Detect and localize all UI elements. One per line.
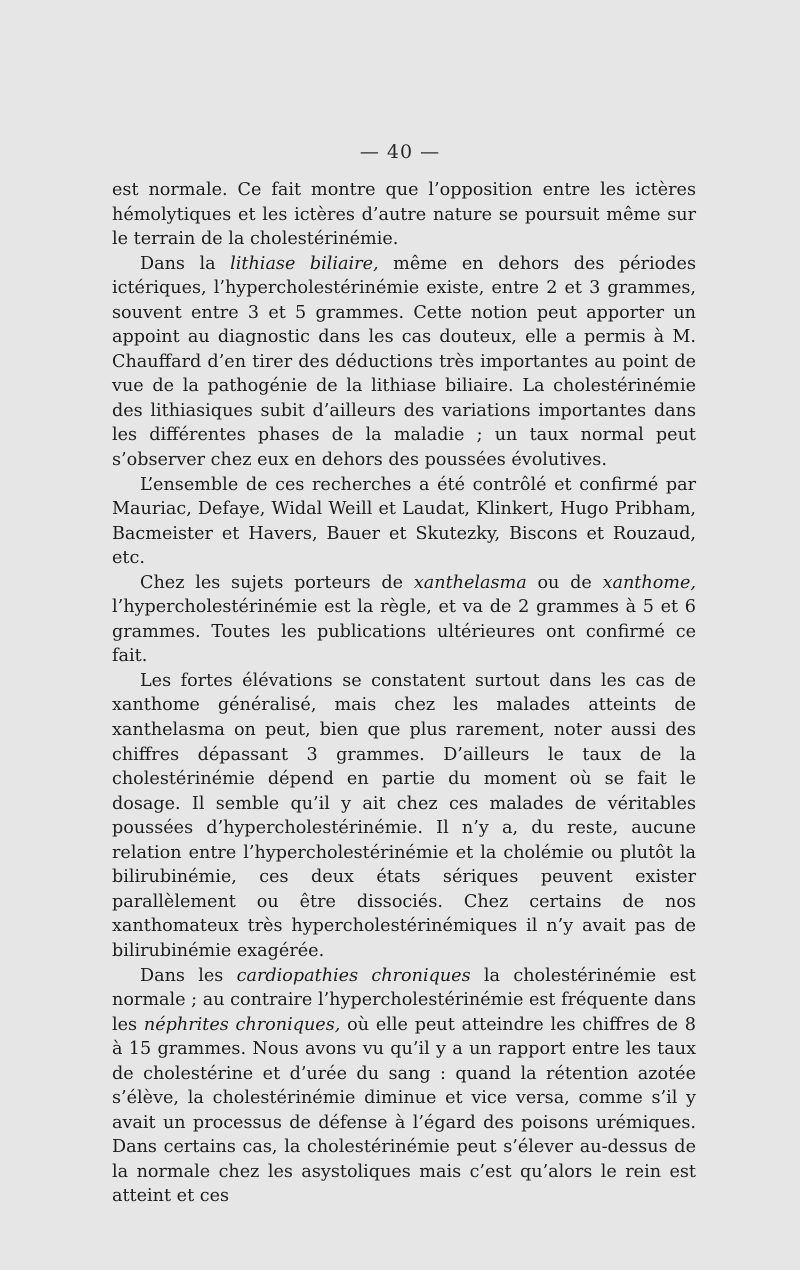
- italic-term: néphrites chroniques,: [143, 1014, 341, 1035]
- body-text: [112, 178, 696, 1209]
- page-number: — 40 —: [359, 141, 441, 163]
- paragraph: [112, 178, 696, 252]
- text-run: même en dehors des périodes ictériques, l’hypercholestérinémie existe, entre 2 et 3 grammes, souvent entre 3 et 5 grammes. Cette notion peut apporter un appoint au diagnostic dans les cas douteux, elle a permis à M. Chauffard d’en tirer des déductions très importantes au point de vue de la pathogénie de la lithiase biliaire. La cholestérinémie des lithiasiques subit d’ailleurs des variations importantes dans les différentes phases de la maladie ; un taux normal peut s’observer chez eux en dehors des poussées évolutives.: [112, 253, 696, 471]
- text-run: ou de: [526, 572, 603, 593]
- text-run: la cholestérinémie est normale ; au contraire l’hypercholestérinémie est fréquente dans les: [112, 965, 696, 1035]
- text-run: L’ensemble de ces recherches a été contrôlé et confirmé par Mauriac, Defaye, Widal Weill et Laudat, Klinkert, Hugo Pribham, Bacmeister et Havers, Bauer et Skutezky, Biscons et Rouzaud, etc.: [112, 474, 696, 569]
- text-run: où elle peut atteindre les chiffres de 8 à 15 grammes. Nous avons vu qu’il y a un rapport entre les taux de cholestérine et d’urée du sang : quand la rétention azotée s’élève, la cholestérinémie diminue et vice versa, comme s’il y avait un processus de défense à l’égard des poisons urémiques. Dans certains cas, la cholestérinémie peut s’élever au-dessus de la normale chez les asystoliques mais c’est qu’alors le rein est atteint et ces: [112, 1014, 697, 1207]
- text-run: Dans les: [140, 965, 237, 986]
- text-run: Dans la: [140, 253, 231, 274]
- text-run: Chez les sujets porteurs de: [140, 572, 414, 593]
- paragraph: [112, 571, 696, 669]
- text-run: l’hypercholestérinémie est la règle, et va de 2 grammes à 5 et 6 grammes. Toutes les publications ultérieures ont confirmé ce fait.: [112, 597, 696, 667]
- italic-term: xanthome,: [602, 572, 696, 593]
- paragraph: [112, 964, 696, 1209]
- paragraph: [112, 669, 696, 964]
- italic-term: cardiopathies chroniques: [236, 965, 471, 986]
- text-run: est normale. Ce fait montre que l’opposition entre les ictères hémolytiques et les ictères d’autre nature se poursuit même sur le terrain de la cholestérinémie.: [112, 180, 696, 250]
- italic-term: xanthelasma: [413, 572, 527, 593]
- paragraph: [112, 473, 696, 571]
- text-run: Les fortes élévations se constatent surtout dans les cas de xanthome généralisé, mais chez les malades atteints de xanthelasma on peut, bien que plus rarement, noter aussi des chiffres dépassant 3 grammes. D’ailleurs le taux de la cholestérinémie dépend en partie du moment où se fait le dosage. Il semble qu’il y ait chez ces malades de véritables poussées d’hypercholestérinémie. Il n’y a, du reste, aucune relation entre l’hypercholestérinémie et la cholémie ou plutôt la bilirubinémie, ces deux états sériques peuvent exister parallèlement ou être dissociés. Chez certains de nos xanthomateux très hypercholestérinémiques il n’y avait pas de bilirubinémie exagérée.: [112, 670, 696, 961]
- italic-term: lithiase biliaire,: [230, 253, 379, 274]
- paragraph: [112, 252, 696, 473]
